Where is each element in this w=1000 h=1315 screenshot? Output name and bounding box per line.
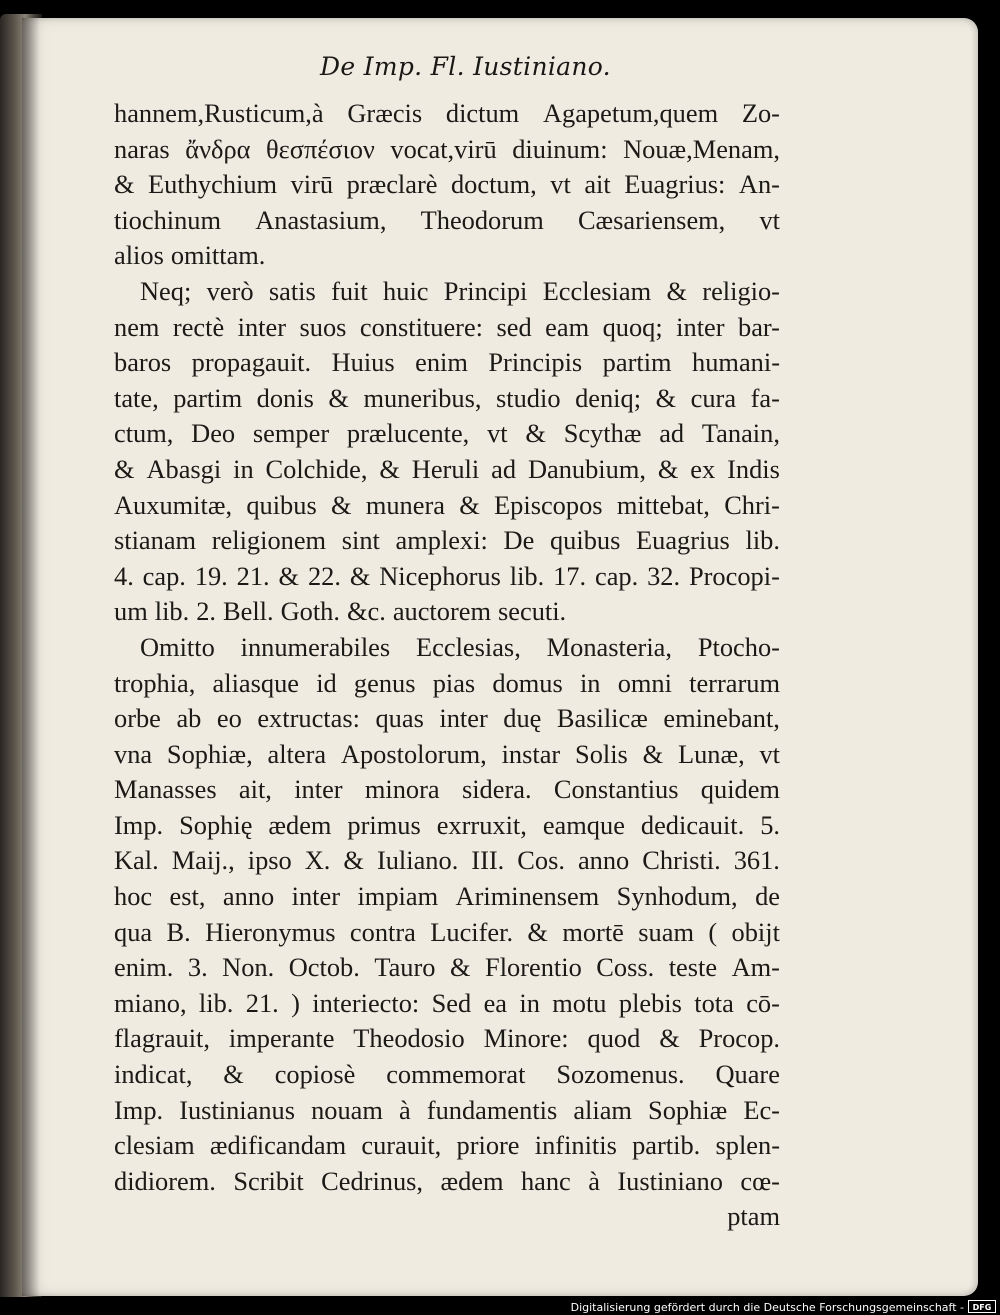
text-line: Auxumitæ, quibus & munera & Episcopos mittebat, Chri-	[114, 489, 780, 520]
body-text	[114, 96, 780, 1235]
text-line: didiorem. Scribit Cedrinus, ædem hanc à Iustiniano cœ-	[114, 1165, 780, 1196]
text-line: naras ἄνδρα θεσπέσιον vocat,virū diuinum: Nouæ,Menam,	[114, 133, 780, 164]
running-head: De Imp. Fl. Iustiniano.	[320, 52, 611, 81]
text-line: hoc est, anno inter impiam Ariminensem Synhodum, de	[114, 881, 780, 912]
text-line: nem rectè inter suos constituere: sed eam quoq; inter bar-	[114, 311, 780, 342]
text-line: tate, partim donis & muneribus, studio deniq; & cura fa-	[114, 382, 780, 413]
text-line: Manasses ait, inter minora sidera. Constantius quidem	[114, 774, 780, 805]
text-line: miano, lib. 21. ) interiecto: Sed ea in motu plebis tota cō-	[114, 987, 780, 1018]
text-line: ptam	[727, 1201, 780, 1232]
text-line: orbe ab eo extructas: quas inter duę Basilicæ eminebant,	[114, 703, 780, 734]
text-line: Neq; verò satis fuit huic Principi Ecclesiam & religio-	[140, 275, 780, 306]
text-line: trophia, aliasque id genus pias domus in omni terrarum	[114, 667, 780, 698]
text-line: Imp. Iustinianus nouam à fundamentis aliam Sophiæ Ec-	[114, 1094, 780, 1125]
text-line: um lib. 2. Bell. Goth. &c. auctorem secuti.	[114, 596, 567, 627]
text-line: Imp. Sophię ædem primus exrruxit, eamque dedicauit. 5.	[114, 809, 780, 840]
text-line: qua B. Hieronymus contra Lucifer. & mortē suam ( obijt	[114, 916, 780, 947]
dfg-logo[interactable]: DFG	[968, 1300, 996, 1313]
text-line: & Euthychium virū præclarè doctum, vt ait Euagrius: An-	[114, 169, 780, 200]
text-line: stianam religionem sint amplexi: De quibus Euagrius lib.	[114, 525, 780, 556]
text-line: tiochinum Anastasium, Theodorum Cæsariensem, vt	[114, 204, 780, 235]
text-line: indicat, & copiosè commemorat Sozomenus. Quare	[114, 1059, 780, 1090]
funding-credit: Digitalisierung gefördert durch die Deutsche Forschungsgemeinschaft -	[570, 1301, 964, 1314]
text-line: vna Sophiæ, altera Apostolorum, instar Solis & Lunæ, vt	[114, 738, 780, 769]
text-line: alios omittam.	[114, 240, 266, 271]
text-line: ctum, Deo semper prælucente, vt & Scythæ ad Tanain,	[114, 418, 780, 449]
text-line: clesiam ædificandam curauit, priore infinitis partib. splen-	[114, 1130, 780, 1161]
footer-bar	[0, 1297, 1000, 1315]
text-line: hannem,Rusticum,à Græcis dictum Agapetum,quem Zo-	[114, 98, 780, 128]
text-line: baros propagauit. Huius enim Principis partim humani-	[114, 347, 780, 378]
text-line: Omitto innumerabiles Ecclesias, Monasteria, Ptocho-	[140, 631, 780, 662]
text-line: 4. cap. 19. 21. & 22. & Nicephorus lib. 17. cap. 32. Procopi-	[114, 560, 780, 591]
text-line: Kal. Maij., ipso X. & Iuliano. III. Cos. anno Christi. 361.	[114, 845, 780, 876]
text-line: & Abasgi in Colchide, & Heruli ad Danubium, & ex Indis	[114, 453, 780, 484]
page-gutter-shadow	[22, 18, 40, 1296]
text-line: enim. 3. Non. Octob. Tauro & Florentio Coss. teste Am-	[114, 952, 780, 983]
text-line: flagrauit, imperante Theodosio Minore: quod & Procop.	[114, 1023, 780, 1054]
